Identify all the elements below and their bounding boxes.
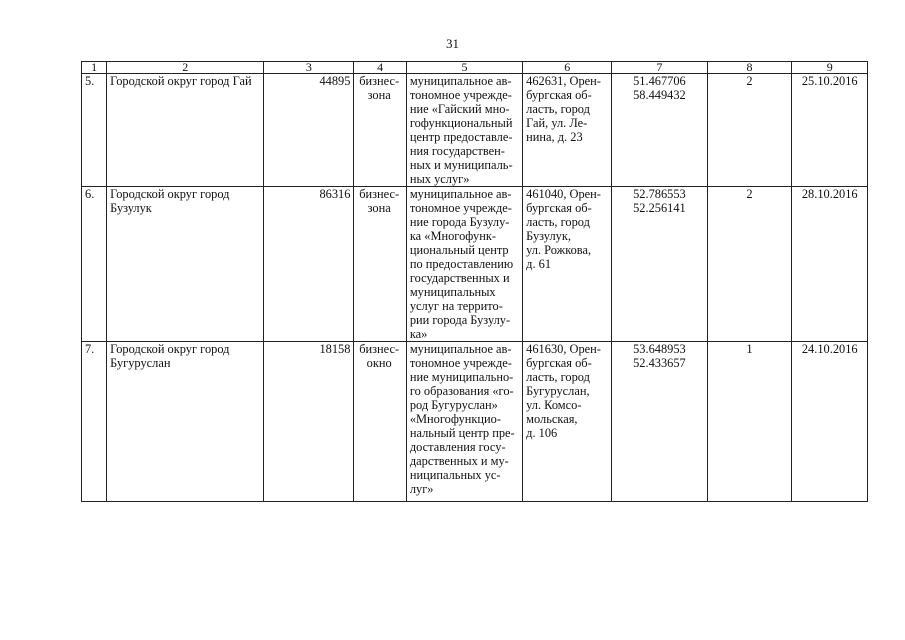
windows-cell: 1: [707, 342, 792, 502]
column-header-9: 9: [792, 62, 868, 74]
column-header-4: 4: [354, 62, 406, 74]
format-cell: бизнес- зона: [354, 74, 406, 187]
institution-cell: муниципальное ав- тономное учрежде- ние муниципально- го образования «го- род Бугуруслан» «Многофункцио- нальный центр пре- доставления госу- дарственных и му- ниципальных ус- луг»: [406, 342, 522, 502]
coordinates-cell: 53.648953 52.433657: [612, 342, 707, 502]
district-cell: Городской округ город Гай: [107, 74, 264, 187]
row-number: 6.: [82, 187, 107, 342]
population-cell: 18158: [264, 342, 354, 502]
column-header-1: 1: [82, 62, 107, 74]
column-header-3: 3: [264, 62, 354, 74]
format-cell: бизнес- окно: [354, 342, 406, 502]
format-cell: бизнес- зона: [354, 187, 406, 342]
coordinates-cell: 52.786553 52.256141: [612, 187, 707, 342]
population-cell: 44895: [264, 74, 354, 187]
table-row: [82, 342, 868, 502]
table-row: [82, 187, 868, 342]
date-cell: 28.10.2016: [792, 187, 868, 342]
district-cell: Городской округ город Бузулук: [107, 187, 264, 342]
table-row: [82, 74, 868, 187]
column-header-5: 5: [406, 62, 522, 74]
address-cell: 461630, Орен- бургская об- ласть, город Бугуруслан, ул. Комсо- мольская, д. 106: [523, 342, 612, 502]
column-header-2: 2: [107, 62, 264, 74]
date-cell: 25.10.2016: [792, 74, 868, 187]
column-header-7: 7: [612, 62, 707, 74]
windows-cell: 2: [707, 187, 792, 342]
column-number-header-row: [82, 62, 868, 74]
coordinates-cell: 51.467706 58.449432: [612, 74, 707, 187]
institution-cell: муниципальное ав- тономное учрежде- ние города Бузулу- ка «Многофунк- циональный центр по предоставлению государственных и муниципальных услуг на террито- рии города Бузулу- ка»: [406, 187, 522, 342]
address-cell: 461040, Орен- бургская об- ласть, город Бузулук, ул. Рожкова, д. 61: [523, 187, 612, 342]
column-header-8: 8: [707, 62, 792, 74]
date-cell: 24.10.2016: [792, 342, 868, 502]
page-number: 31: [446, 36, 459, 51]
column-header-6: 6: [523, 62, 612, 74]
institution-cell: муниципальное ав- тономное учрежде- ние «Гайский мно- гофункциональный центр предоставле- ния государствен- ных и муниципаль- ных услуг»: [406, 74, 522, 187]
mfc-registry-table: [81, 61, 868, 502]
population-cell: 86316: [264, 187, 354, 342]
row-number: 5.: [82, 74, 107, 187]
windows-cell: 2: [707, 74, 792, 187]
row-number: 7.: [82, 342, 107, 502]
district-cell: Городской округ город Бугуруслан: [107, 342, 264, 502]
address-cell: 462631, Орен- бургская об- ласть, город Гай, ул. Ле- нина, д. 23: [523, 74, 612, 187]
